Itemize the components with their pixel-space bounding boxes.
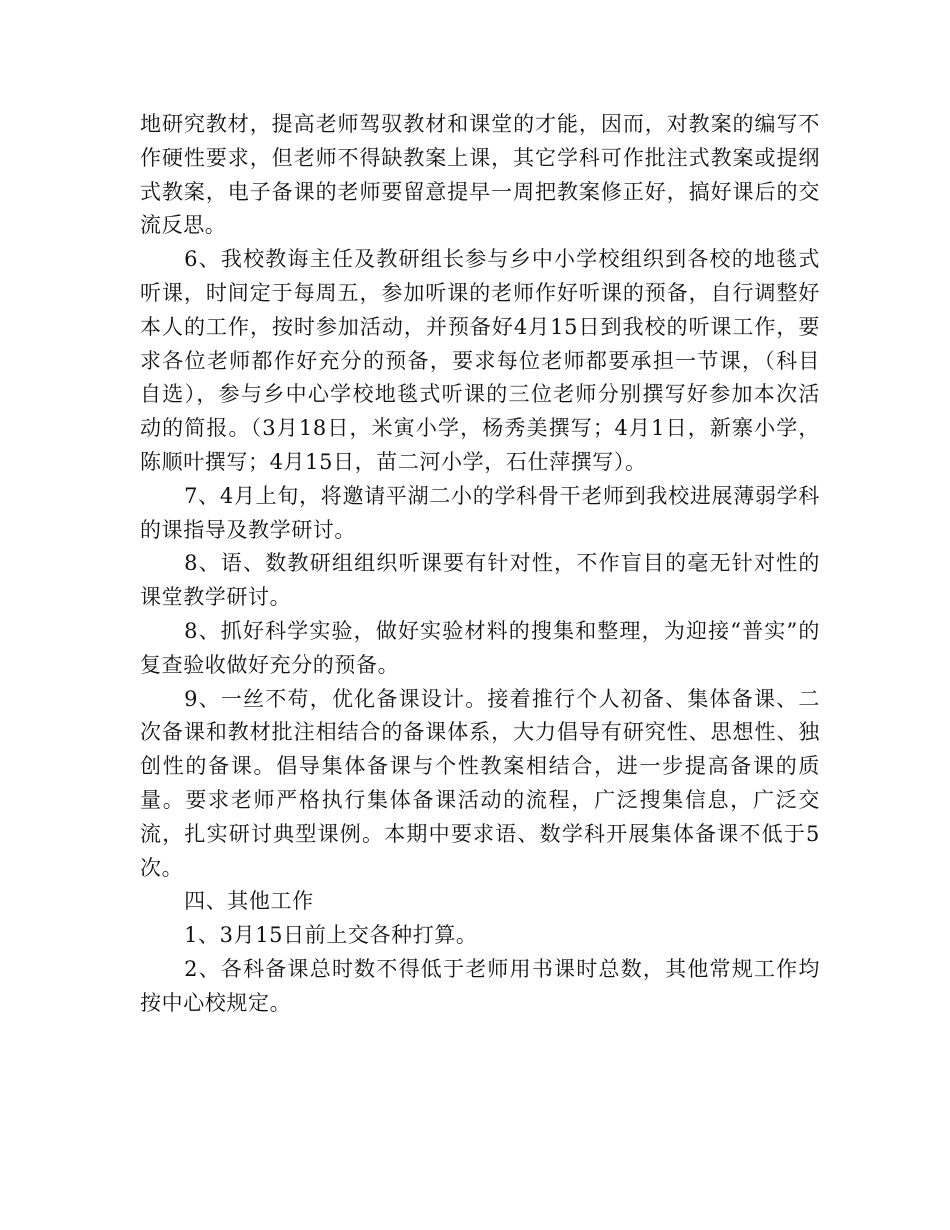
paragraph-other-1: 1、3月15日前上交各种打算。	[184, 923, 478, 948]
section-heading-other-work: 四、其他工作	[184, 889, 314, 914]
paragraph-item-8a: 8、语、数教研组组织听课要有针对性，不作盲目的毫无针对性的课堂教学研讨。	[140, 551, 820, 610]
paragraph-continuation: 地研究教材，提高老师驾驭教材和课堂的才能，因而，对教案的编写不作硬性要求，但老师不得缺教案上课，其它学科可作批注式教案或提纲式教案，电子备课的老师要留意提早一周把教案修正好，搞好课后的交流反思。	[140, 112, 820, 238]
document-page	[140, 108, 820, 1021]
paragraph-other-2: 2、各科备课总时数不得低于老师用书课时总数，其他常规工作均按中心校规定。	[140, 956, 820, 1015]
paragraph-item-8b: 8、抓好科学实验，做好实验材料的搜集和整理，为迎接“普实”的复查验收做好充分的预备。	[140, 618, 820, 677]
paragraph-item-7: 7、4月上旬，将邀请平湖二小的学科骨干老师到我校进展薄弱学科的课指导及教学研讨。	[140, 483, 820, 542]
paragraph-item-9: 9、一丝不苟，优化备课设计。接着推行个人初备、集体备课、二次备课和教材批注相结合的备课体系，大力倡导有研究性、思想性、独创性的备课。倡导集体备课与个性教案相结合，进一步提高备课的质量。要求老师严格执行集体备课活动的流程，广泛搜集信息，广泛交流，扎实研讨典型课例。本期中要求语、数学科开展集体备课不低于5次。	[140, 686, 820, 880]
paragraph-item-6: 6、我校教诲主任及教研组长参与乡中小学校组织到各校的地毯式听课，时间定于每周五，参加听课的老师作好听课的预备，自行调整好本人的工作，按时参加活动，并预备好4月15日到我校的听课工作，要求各位老师都作好充分的预备，要求每位老师都要承担一节课，（科目自选），参与乡中心学校地毯式听课的三位老师分别撰写好参加本次活动的简报。（3月18日，米寅小学，杨秀美撰写；4月1日，新寨小学，陈顺叶撰写；4月15日，苗二河小学，石仕萍撰写）。	[140, 247, 820, 474]
